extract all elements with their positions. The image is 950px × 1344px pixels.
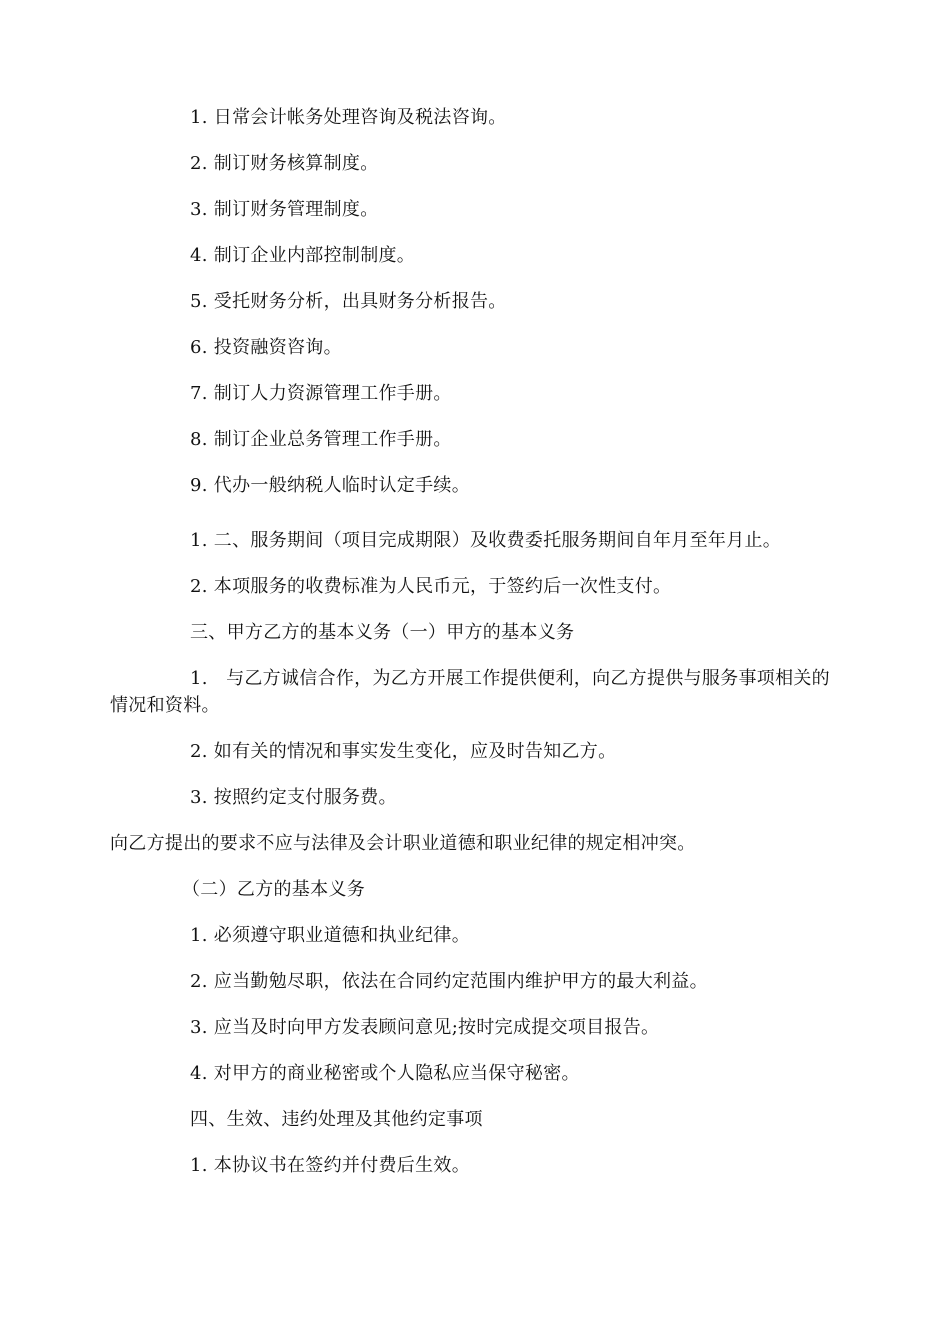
paragraph-service-8: 8. 制订企业总务管理工作手册。 bbox=[190, 429, 452, 450]
paragraph-party-a-2: 2. 如有关的情况和事实发生变化，应及时告知乙方。 bbox=[190, 741, 617, 762]
paragraph-service-7: 7. 制订人力资源管理工作手册。 bbox=[190, 383, 452, 404]
paragraph-fee: 2. 本项服务的收费标准为人民币元，于签约后一次性支付。 bbox=[190, 576, 672, 597]
paragraph-party-b-2: 2. 应当勤勉尽职，依法在合同约定范围内维护甲方的最大利益。 bbox=[190, 971, 708, 992]
paragraph-party-a-1: 1. 与乙方诚信合作，为乙方开展工作提供便利，向乙方提供与服务事项相关的情况和资料。 bbox=[110, 668, 830, 716]
section-heading-effect: 四、生效、违约处理及其他约定事项 bbox=[190, 1109, 483, 1130]
paragraph-party-b-4: 4. 对甲方的商业秘密或个人隐私应当保守秘密。 bbox=[190, 1063, 580, 1084]
subheading-party-b: （二）乙方的基本义务 bbox=[182, 879, 365, 900]
paragraph-party-a-requirement: 向乙方提出的要求不应与法律及会计职业道德和职业纪律的规定相冲突。 bbox=[110, 833, 696, 854]
paragraph-service-3: 3. 制订财务管理制度。 bbox=[190, 199, 379, 220]
paragraph-period: 1. 二、服务期间（项目完成期限）及收费委托服务期间自年月至年月止。 bbox=[190, 530, 782, 551]
paragraph-service-6: 6. 投资融资咨询。 bbox=[190, 337, 342, 358]
paragraph-service-5: 5. 受托财务分析，出具财务分析报告。 bbox=[190, 291, 507, 312]
paragraph-service-2: 2. 制订财务核算制度。 bbox=[190, 153, 379, 174]
paragraph-service-1: 1. 日常会计帐务处理咨询及税法咨询。 bbox=[190, 107, 507, 128]
paragraph-party-b-1: 1. 必须遵守职业道德和执业纪律。 bbox=[190, 925, 470, 946]
paragraph-service-4: 4. 制订企业内部控制制度。 bbox=[190, 245, 416, 266]
section-heading-obligations: 三、甲方乙方的基本义务（一）甲方的基本义务 bbox=[190, 622, 575, 643]
paragraph-party-b-3: 3. 应当及时向甲方发表顾问意见;按时完成提交项目报告。 bbox=[190, 1017, 660, 1038]
paragraph-effect-1: 1. 本协议书在签约并付费后生效。 bbox=[190, 1155, 470, 1176]
paragraph-service-9: 9. 代办一般纳税人临时认定手续。 bbox=[190, 475, 470, 496]
paragraph-party-a-3: 3. 按照约定支付服务费。 bbox=[190, 787, 397, 808]
